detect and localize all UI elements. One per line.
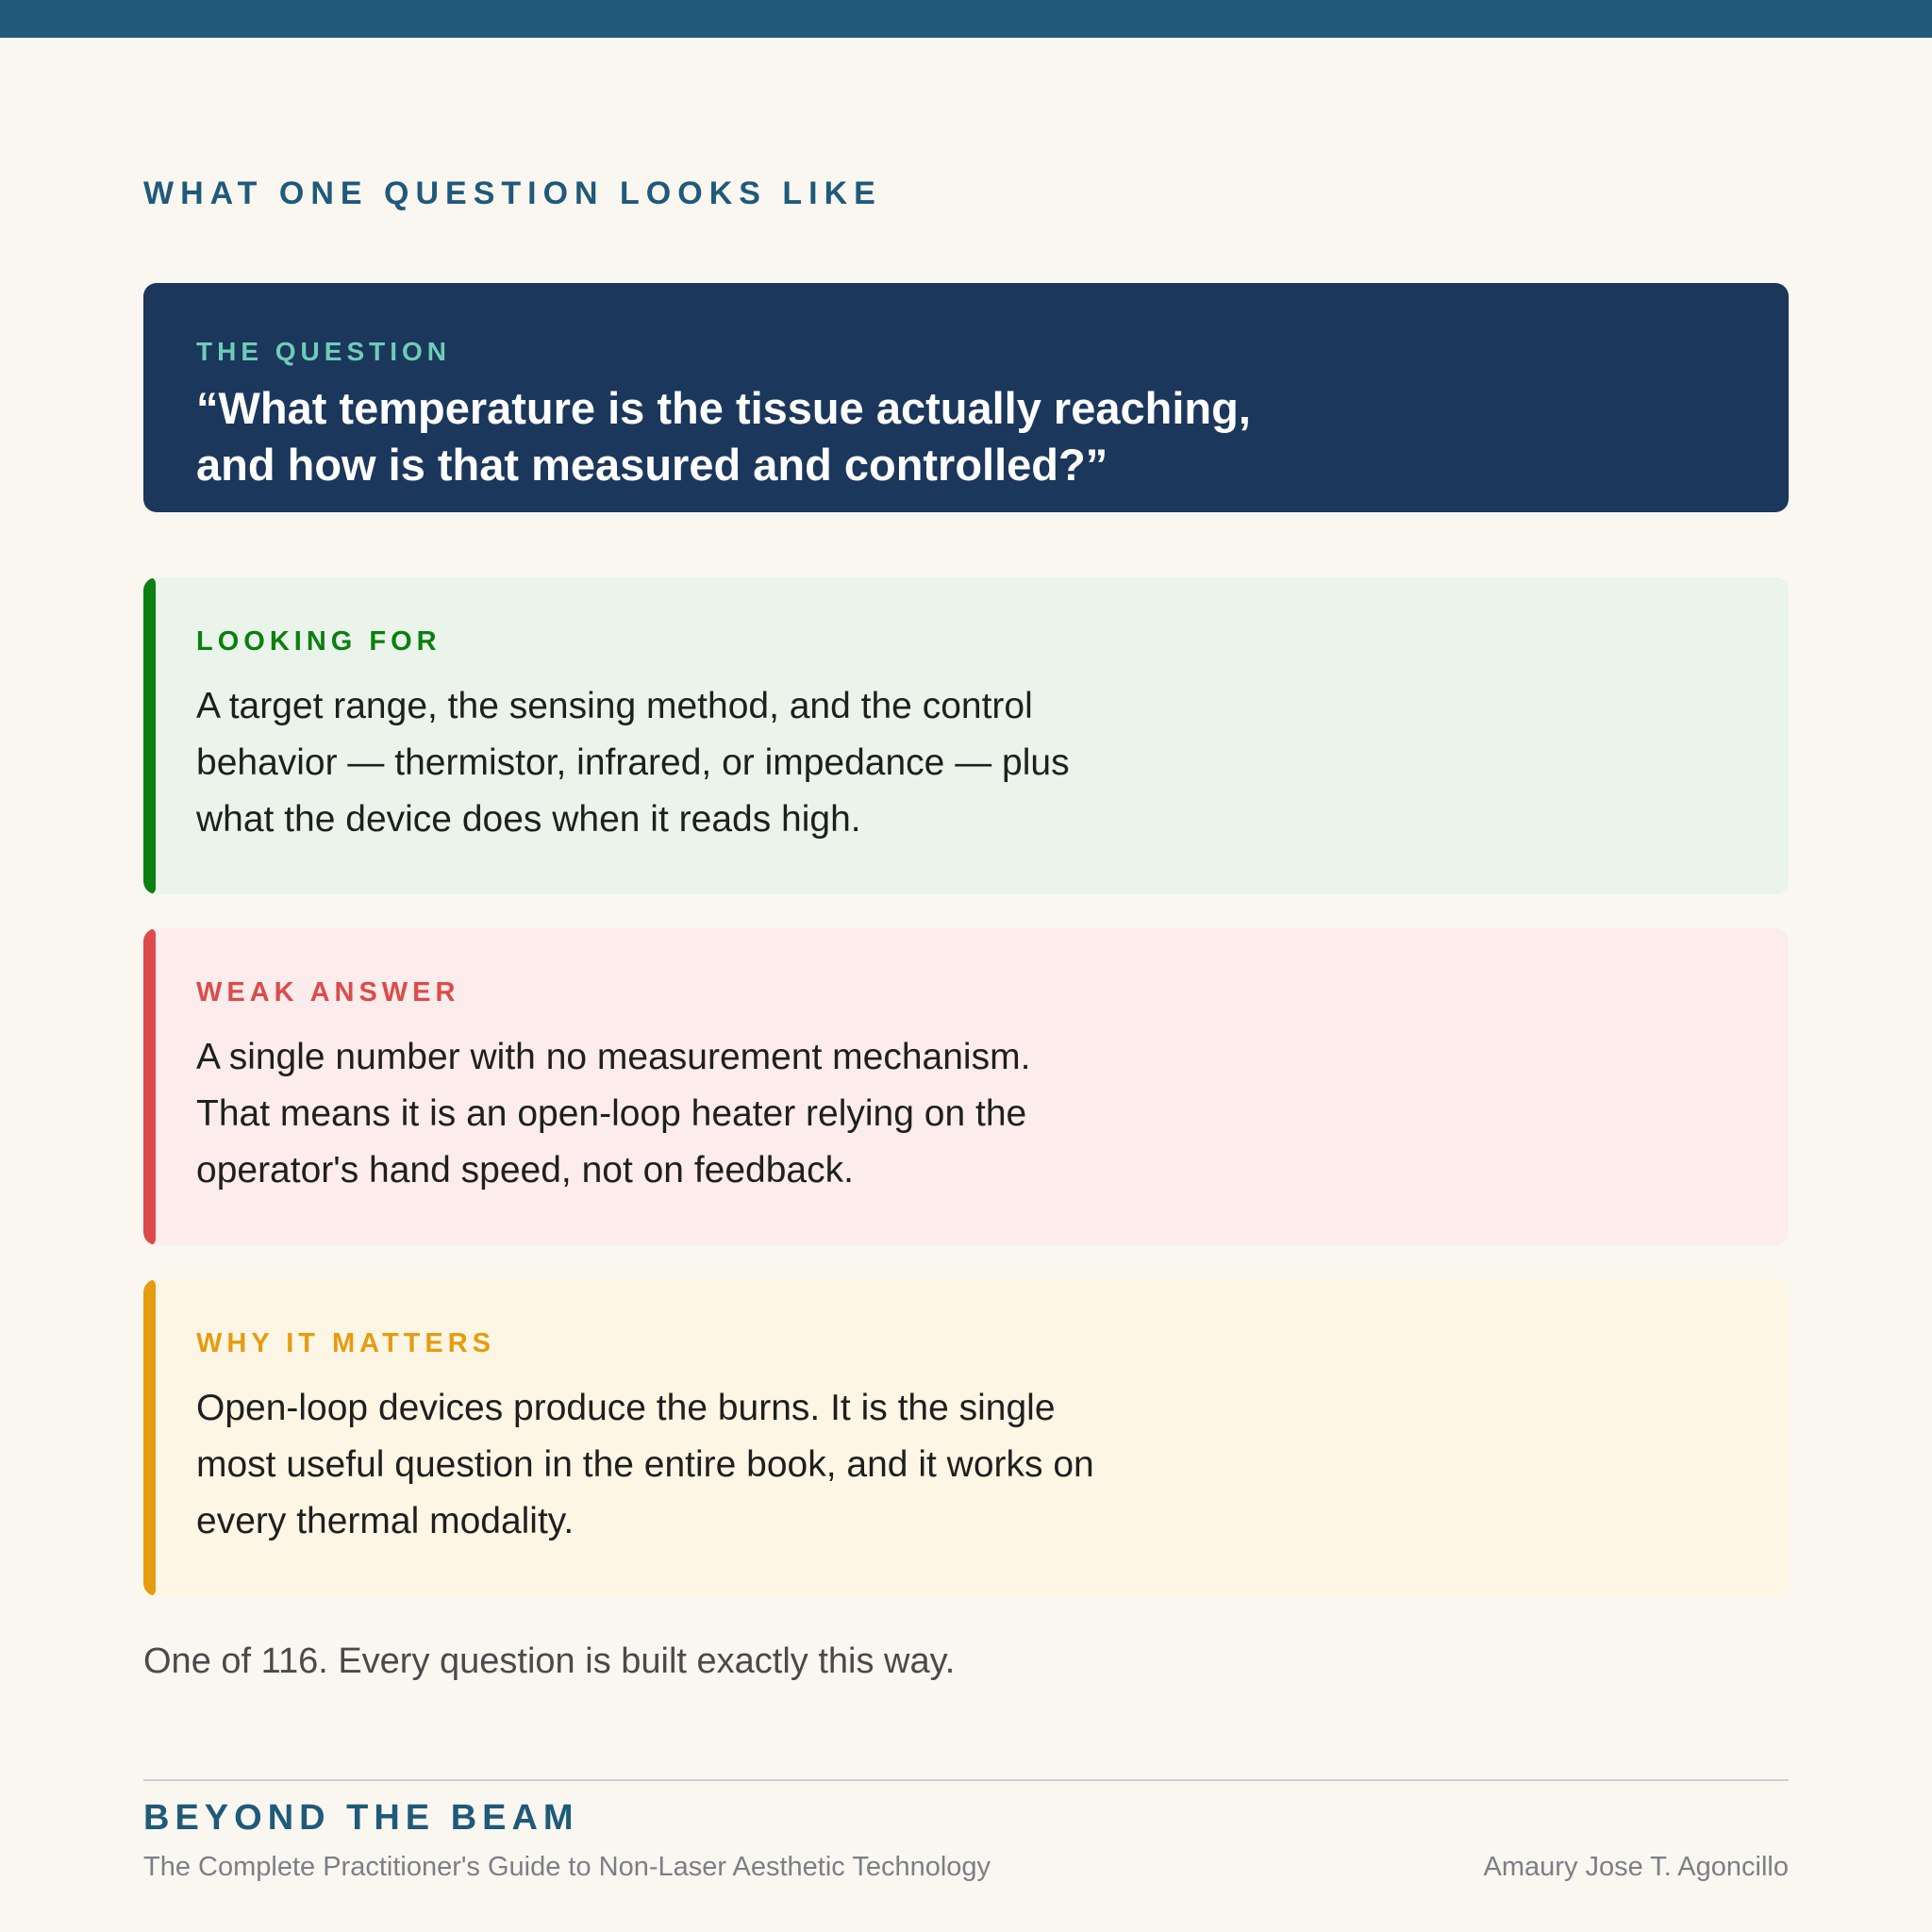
footer-divider — [143, 1779, 1789, 1781]
book-author: Amaury Jose T. Agoncillo — [1483, 1852, 1789, 1882]
weak-answer-text: A single number with no measurement mechanism. That means it is an open-loop heater relying on the operator's hand speed, not on feedback. — [196, 1037, 1031, 1191]
question-label: THE QUESTION — [196, 337, 452, 366]
book-title: BEYOND THE BEAM — [143, 1798, 579, 1838]
looking-for-card — [143, 577, 1789, 894]
why-it-matters-card — [143, 1279, 1789, 1596]
question-card — [143, 283, 1789, 512]
looking-for-label: LOOKING FOR — [196, 626, 441, 657]
why-it-matters-label: WHY IT MATTERS — [196, 1328, 496, 1358]
section-heading: WHAT ONE QUESTION LOOKS LIKE — [143, 175, 882, 211]
footnote: One of 116. Every question is built exactly this way. — [143, 1641, 956, 1681]
looking-for-text: A target range, the sensing method, and the control behavior — thermistor, infrared, or impedance — plus what the device does when it reads high. — [196, 686, 1070, 840]
weak-answer-label: WEAK ANSWER — [196, 977, 460, 1008]
why-it-matters-accent-bar — [143, 1279, 156, 1596]
weak-answer-card — [143, 928, 1789, 1245]
book-subtitle: The Complete Practitioner's Guide to Non-Laser Aesthetic Technology — [143, 1852, 991, 1882]
top-accent-bar — [0, 0, 1932, 38]
question-text: “What temperature is the tissue actually reaching, and how is that measured and controlled?” — [196, 383, 1251, 490]
why-it-matters-text: Open-loop devices produce the burns. It is the single most useful question in the entire book, and it works on every thermal modality. — [196, 1388, 1094, 1541]
looking-for-accent-bar — [143, 577, 156, 894]
weak-answer-accent-bar — [143, 928, 156, 1245]
